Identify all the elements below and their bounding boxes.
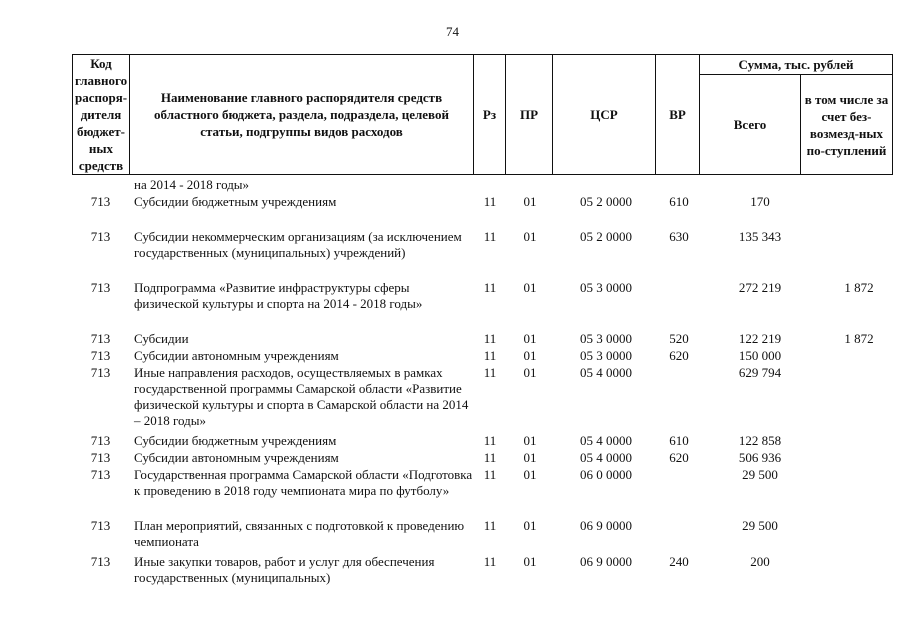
row-total: 29 500 [742, 518, 778, 533]
row-code: 713 [90, 348, 111, 363]
row-name: Иные направления расходов, осуществляемых в рамках государственной программы Самарской области «Развитие физической культуры и спорта в Самарской области на 2014 – 2018 годы» [134, 365, 469, 428]
row-rz: 11 [483, 280, 497, 295]
row-vr: 630 [669, 229, 689, 244]
row-vr: 620 [669, 450, 689, 465]
row-rz: 11 [483, 331, 497, 346]
row-code: 713 [90, 331, 111, 346]
row-total: 122 858 [738, 433, 782, 448]
row-total: 170 [750, 194, 770, 209]
row-pr: 01 [523, 229, 537, 244]
row-vr: 610 [669, 194, 689, 209]
row-code: 713 [90, 280, 111, 295]
row-rz: 11 [483, 365, 497, 380]
row-rz: 11 [483, 554, 497, 569]
row-code: 713 [90, 554, 111, 569]
row-total: 122 219 [738, 331, 782, 346]
row-pr: 01 [523, 365, 537, 380]
row-total: 506 936 [738, 450, 782, 465]
row-name: Субсидии автономным учреждениям [134, 450, 339, 465]
header-free: в том числе за счет без-возмезд-ных по-ступлений [801, 75, 893, 175]
header-code: Код главного распоря-дителя бюджет-ных средств [73, 55, 130, 175]
row-vr: 610 [669, 433, 689, 448]
header-name: Наименование главного распорядителя средств областного бюджета, раздела, подраздела, целевой статьи, подгруппы видов расходов [130, 55, 474, 175]
row-name: Субсидии [134, 331, 189, 346]
row-total: 135 343 [738, 229, 782, 244]
row-rz: 11 [483, 229, 497, 244]
row-total: 272 219 [738, 280, 782, 295]
row-code: 713 [90, 229, 111, 244]
row-csr: 06 0 0000 [580, 467, 632, 482]
row-csr: 05 4 0000 [580, 365, 632, 380]
row-csr: 05 3 0000 [580, 331, 632, 346]
row-name: Государственная программа Самарской области «Подготовка к проведению в 2018 году чемпионата мира по футболу» [134, 467, 473, 498]
row-pr: 01 [523, 331, 537, 346]
row-name: Иные закупки товаров, работ и услуг для обеспечения государственных (муниципальных) [134, 554, 435, 585]
row-free: 1 872 [844, 280, 874, 295]
row-rz: 11 [483, 194, 497, 209]
row-free: 1 872 [844, 331, 874, 346]
row-csr: 06 9 0000 [580, 518, 632, 533]
header-pr: ПР [506, 55, 553, 175]
row-csr: 05 2 0000 [580, 229, 632, 244]
row-pr: 01 [523, 450, 537, 465]
row-total: 629 794 [738, 365, 782, 380]
row-rz: 11 [483, 450, 497, 465]
row-total: 200 [750, 554, 770, 569]
row-name: Субсидии некоммерческим организациям (за исключением государственных (муниципальных) учреждений) [134, 229, 462, 260]
row-code: 713 [90, 518, 111, 533]
row-name: Субсидии автономным учреждениям [134, 348, 339, 363]
page-number: 74 [446, 24, 459, 39]
row-total: 150 000 [738, 348, 782, 363]
continuation-text: на 2014 - 2018 годы» [134, 177, 250, 192]
row-csr: 05 2 0000 [580, 194, 632, 209]
row-pr: 01 [523, 280, 537, 295]
row-rz: 11 [483, 348, 497, 363]
row-pr: 01 [523, 433, 537, 448]
table-header [72, 54, 893, 175]
row-code: 713 [90, 467, 111, 482]
header-sum: Сумма, тыс. рублей [700, 55, 893, 75]
row-pr: 01 [523, 554, 537, 569]
header-csr: ЦСР [553, 55, 656, 175]
row-pr: 01 [523, 467, 537, 482]
row-pr: 01 [523, 348, 537, 363]
row-name: Субсидии бюджетным учреждениям [134, 433, 337, 448]
row-pr: 01 [523, 194, 537, 209]
row-name: Подпрограмма «Развитие инфраструктуры сферы физической культуры и спорта на 2014 - 2018 годы» [134, 280, 423, 311]
row-name: Субсидии бюджетным учреждениям [134, 194, 337, 209]
row-vr: 240 [669, 554, 689, 569]
row-csr: 05 4 0000 [580, 450, 632, 465]
row-name: План мероприятий, связанных с подготовкой к проведению чемпионата [134, 518, 465, 549]
header-rz: Рз [474, 55, 506, 175]
row-csr: 06 9 0000 [580, 554, 632, 569]
row-vr: 620 [669, 348, 689, 363]
header-vr: ВР [656, 55, 700, 175]
row-total: 29 500 [742, 467, 778, 482]
row-csr: 05 3 0000 [580, 348, 632, 363]
row-rz: 11 [483, 433, 497, 448]
row-rz: 11 [483, 467, 497, 482]
row-csr: 05 3 0000 [580, 280, 632, 295]
row-pr: 01 [523, 518, 537, 533]
row-rz: 11 [483, 518, 497, 533]
row-code: 713 [90, 365, 111, 380]
row-code: 713 [90, 450, 111, 465]
row-code: 713 [90, 194, 111, 209]
row-csr: 05 4 0000 [580, 433, 632, 448]
row-code: 713 [90, 433, 111, 448]
row-vr: 520 [669, 331, 689, 346]
header-total: Всего [700, 75, 801, 175]
